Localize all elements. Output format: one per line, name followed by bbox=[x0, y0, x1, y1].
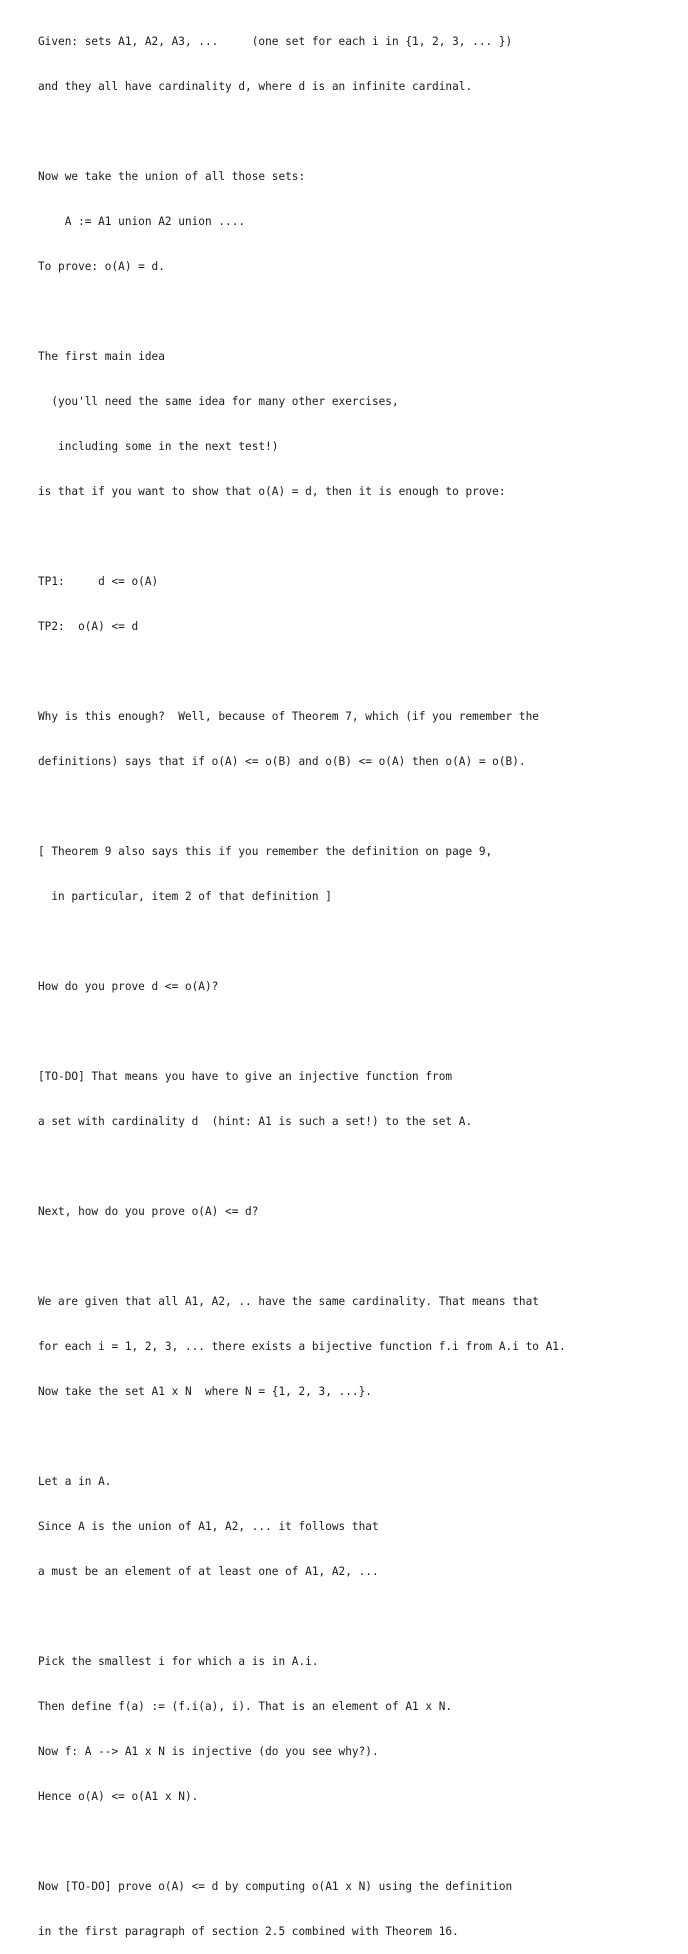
text-line: [TO-DO] That means you have to give an injective function from bbox=[38, 1070, 453, 1083]
text-line: and they all have cardinality d, where d is an infinite cardinal. bbox=[38, 80, 473, 93]
text-line: Now we take the union of all those sets: bbox=[38, 170, 306, 183]
blank-line bbox=[38, 1429, 566, 1444]
blank-line bbox=[38, 799, 566, 814]
text-line: TP2: o(A) <= d bbox=[38, 620, 139, 633]
text-line: a must be an element of at least one of A1, A2, ... bbox=[38, 1565, 379, 1578]
text-line: To prove: o(A) = d. bbox=[38, 260, 165, 273]
blank-line bbox=[38, 1024, 566, 1039]
text-line: including some in the next test!) bbox=[38, 440, 279, 453]
text-line: is that if you want to show that o(A) = d, then it is enough to prove: bbox=[38, 485, 506, 498]
text-line: Since A is the union of A1, A2, ... it follows that bbox=[38, 1520, 379, 1533]
blank-line bbox=[38, 529, 566, 544]
blank-line bbox=[38, 304, 566, 319]
text-line: A := A1 union A2 union .... bbox=[38, 215, 246, 228]
text-line: Hence o(A) <= o(A1 x N). bbox=[38, 1790, 199, 1803]
blank-line bbox=[38, 1159, 566, 1174]
blank-line bbox=[38, 664, 566, 679]
text-line: Now [TO-DO] prove o(A) <= d by computing o(A1 x N) using the definition bbox=[38, 1880, 513, 1893]
text-line: Next, how do you prove o(A) <= d? bbox=[38, 1205, 259, 1218]
blank-line bbox=[38, 1249, 566, 1264]
text-line: Now take the set A1 x N where N = {1, 2, 3, ...}. bbox=[38, 1385, 372, 1398]
text-line: Then define f(a) := (f.i(a), i). That is an element of A1 x N. bbox=[38, 1700, 453, 1713]
text-line: The first main idea bbox=[38, 350, 165, 363]
text-line: (you'll need the same idea for many other exercises, bbox=[38, 395, 399, 408]
text-line: How do you prove d <= o(A)? bbox=[38, 980, 219, 993]
blank-line bbox=[38, 124, 566, 139]
blank-line bbox=[38, 1834, 566, 1849]
text-line: Pick the smallest i for which a is in A.i. bbox=[38, 1655, 319, 1668]
text-line: definitions) says that if o(A) <= o(B) and o(B) <= o(A) then o(A) = o(B). bbox=[38, 755, 526, 768]
text-line: in particular, item 2 of that definition ] bbox=[38, 890, 332, 903]
blank-line bbox=[38, 1609, 566, 1624]
text-line: TP1: d <= o(A) bbox=[38, 575, 159, 588]
blank-line bbox=[38, 934, 566, 949]
document-text bbox=[38, 4, 566, 1954]
text-line: Why is this enough? Well, because of Theorem 7, which (if you remember the bbox=[38, 710, 539, 723]
text-line: a set with cardinality d (hint: A1 is such a set!) to the set A. bbox=[38, 1115, 473, 1128]
text-line: [ Theorem 9 also says this if you remember the definition on page 9, bbox=[38, 845, 493, 858]
text-line: in the first paragraph of section 2.5 combined with Theorem 16. bbox=[38, 1925, 459, 1938]
text-line: for each i = 1, 2, 3, ... there exists a bijective function f.i from A.i to A1. bbox=[38, 1340, 566, 1353]
text-line: Now f: A --> A1 x N is injective (do you see why?). bbox=[38, 1745, 379, 1758]
text-line: Let a in A. bbox=[38, 1475, 112, 1488]
text-line: Given: sets A1, A2, A3, ... (one set for each i in {1, 2, 3, ... }) bbox=[38, 35, 513, 48]
text-line: We are given that all A1, A2, .. have the same cardinality. That means that bbox=[38, 1295, 539, 1308]
